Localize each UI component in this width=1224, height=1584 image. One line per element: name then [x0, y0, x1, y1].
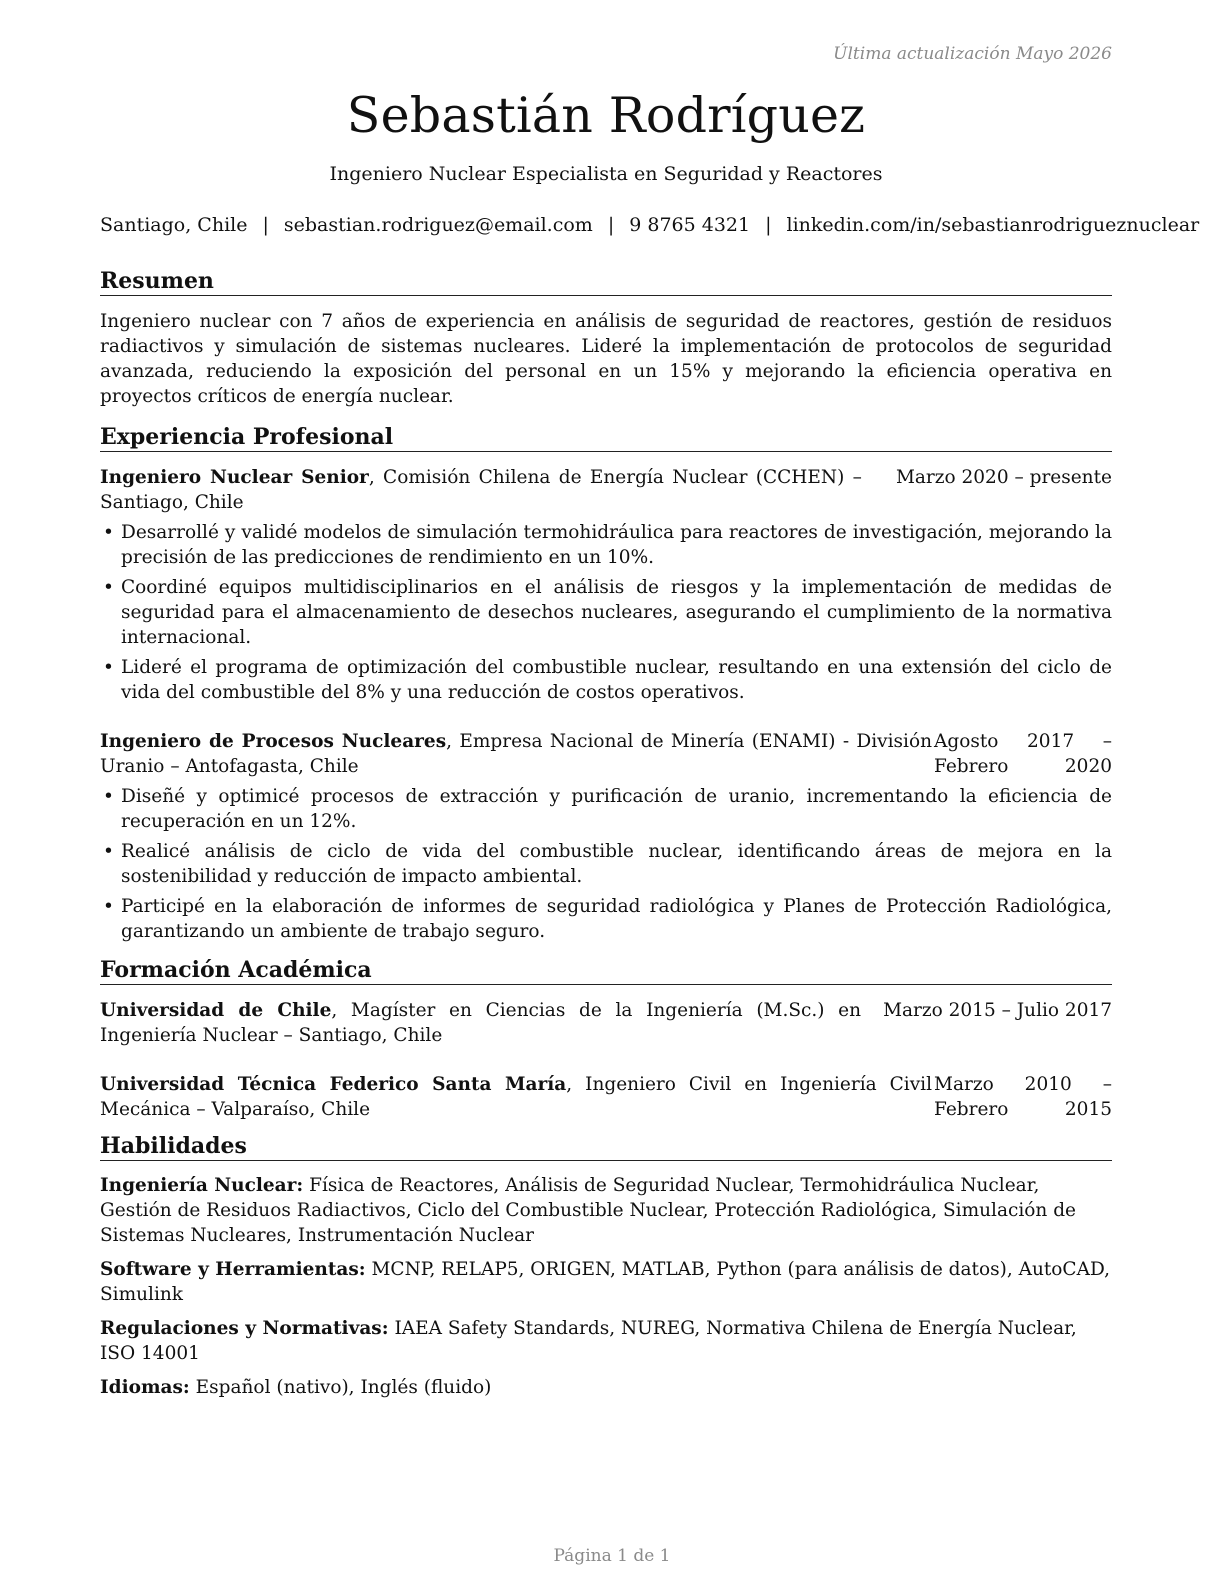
experience-header — [100, 465, 1112, 515]
section-title-experience: Experiencia Profesional — [100, 423, 1112, 452]
contact-line — [100, 213, 1200, 237]
experience-bullets — [100, 520, 1112, 705]
contact-email[interactable]: sebastian.rodriguez@email.com — [283, 214, 593, 236]
skills-list — [100, 1173, 1112, 1400]
education-header — [100, 998, 1112, 1048]
contact-separator: | — [765, 214, 772, 236]
school-name: Universidad de Chile — [100, 1000, 332, 1021]
job-organization: , Comisión Chilena de Energía Nuclear (CCHEN) – Santiago, Chile — [100, 467, 862, 513]
bullet-icon: • — [103, 786, 114, 807]
skill-value: Física de Reactores, Análisis de Seguridad Nuclear, Termohidráulica Nuclear, Gestión de Residuos Radiactivos, Ciclo del Combustible Nuclear, Protección Radiológica, Simulación de Sistemas Nucleares, Instrumentación Nuclear — [100, 1175, 1077, 1246]
skill-row — [100, 1316, 1112, 1366]
page-number: Página 1 de 1 — [553, 1546, 671, 1566]
skill-row — [100, 1173, 1112, 1248]
experience-heading — [100, 729, 934, 779]
list-item — [100, 655, 1112, 705]
contact-separator: | — [607, 214, 615, 236]
bullet-text: Realicé análisis de ciclo de vida del combustible nuclear, identificando áreas de mejora en la sostenibilidad y reducción de impacto ambiental. — [121, 841, 1112, 887]
job-organization: , Empresa Nacional de Minería (ENAMI) - División Uranio – Antofagasta, Chile — [100, 731, 933, 777]
bullet-icon: • — [103, 577, 114, 598]
bullet-text: Diseñé y optimicé procesos de extracción y purificación de uranio, incrementando la eficiencia de recuperación en un 12%. — [121, 786, 1112, 832]
education-entry — [100, 1072, 1112, 1122]
list-item — [100, 520, 1112, 570]
bullet-text: Desarrollé y validé modelos de simulación termohidráulica para reactores de investigación, mejorando la precisión de las predicciones de rendimiento en un 10%. — [121, 522, 1112, 568]
skill-label: Ingeniería Nuclear: — [100, 1175, 304, 1196]
bullet-text: Coordiné equipos multidisciplinarios en el análisis de riesgos y la implementación de medidas de seguridad para el almacenamiento de desechos nucleares, asegurando el cumplimiento de la normativa internacional. — [121, 577, 1112, 648]
bullet-icon: • — [103, 522, 114, 543]
experience-entry — [100, 729, 1112, 944]
section-title-education: Formación Académica — [100, 956, 1112, 985]
skill-row — [100, 1257, 1112, 1307]
section-title-summary: Resumen — [100, 267, 1112, 296]
education-header — [100, 1072, 1112, 1122]
list-item — [100, 784, 1112, 834]
education-dates: Marzo 2010 – Febrero 2015 — [934, 1074, 1112, 1120]
list-item — [100, 839, 1112, 889]
job-dates: Agosto 2017 – Febrero 2020 — [934, 731, 1112, 777]
experience-heading — [100, 465, 896, 515]
experience-bullets — [100, 784, 1112, 944]
bullet-icon: • — [103, 657, 114, 678]
section-title-skills: Habilidades — [100, 1132, 1112, 1161]
degree-text: , Magíster en Ciencias de la Ingeniería (M.Sc.) en Ingeniería Nuclear – Santiago, Chile — [100, 1000, 862, 1046]
list-item — [100, 575, 1112, 650]
job-role: Ingeniero Nuclear Senior — [100, 467, 369, 488]
contact-location: Santiago, Chile — [100, 214, 248, 236]
skill-value: MCNP, RELAP5, ORIGEN, MATLAB, Python (para análisis de datos), AutoCAD, Simulink — [100, 1259, 1110, 1305]
contact-linkedin[interactable]: linkedin.com/in/sebastianrodrigueznuclear — [786, 214, 1200, 236]
education-entry — [100, 998, 1112, 1048]
list-item — [100, 894, 1112, 944]
education-heading — [100, 998, 883, 1048]
education-dates: Marzo 2015 – Julio 2017 — [883, 1000, 1112, 1021]
education-heading — [100, 1072, 934, 1122]
skill-value: IAEA Safety Standards, NUREG, Normativa Chilena de Energía Nuclear, ISO 14001 — [100, 1318, 1077, 1364]
contact-separator: | — [262, 214, 269, 236]
bullet-icon: • — [103, 896, 114, 917]
job-dates: Marzo 2020 – presente — [895, 467, 1112, 488]
skill-label: Regulaciones y Normativas: — [100, 1318, 389, 1339]
skill-label: Software y Herramientas: — [100, 1259, 366, 1280]
school-name: Universidad Técnica Federico Santa María — [100, 1074, 567, 1095]
bullet-text: Participé en la elaboración de informes de seguridad radiológica y Planes de Protección Radiológica, garantizando un ambiente de trabajo seguro. — [121, 896, 1112, 942]
skill-label: Idiomas: — [100, 1377, 190, 1398]
last-updated: Última actualización Mayo 2026 — [833, 44, 1112, 64]
experience-header — [100, 729, 1112, 779]
experience-entry — [100, 465, 1112, 705]
bullet-icon: • — [103, 841, 114, 862]
skill-value: Español (nativo), Inglés (fluido) — [189, 1377, 492, 1398]
candidate-name: Sebastián Rodríguez — [346, 87, 866, 144]
degree-text: , Ingeniero Civil en Ingeniería Civil Mecánica – Valparaíso, Chile — [100, 1074, 932, 1120]
candidate-subtitle: Ingeniero Nuclear Especialista en Seguridad y Reactores — [329, 163, 883, 185]
job-role: Ingeniero de Procesos Nucleares — [100, 731, 447, 752]
contact-phone: 9 8765 4321 — [629, 214, 751, 236]
bullet-text: Lideré el programa de optimización del combustible nuclear, resultando en una extensión del ciclo de vida del combustible del 8% y una reducción de costos operativos. — [121, 657, 1112, 703]
summary-text: Ingeniero nuclear con 7 años de experiencia en análisis de seguridad de reactores, gestión de residuos radiactivos y simulación de sistemas nucleares. Lideré la implementación de protocolos de seguridad avanzada, reduciendo la exposición del personal en un 15% y mejorando la eficiencia operativa en proyectos críticos de energía nuclear. — [100, 311, 1112, 407]
skill-row — [100, 1375, 1112, 1400]
